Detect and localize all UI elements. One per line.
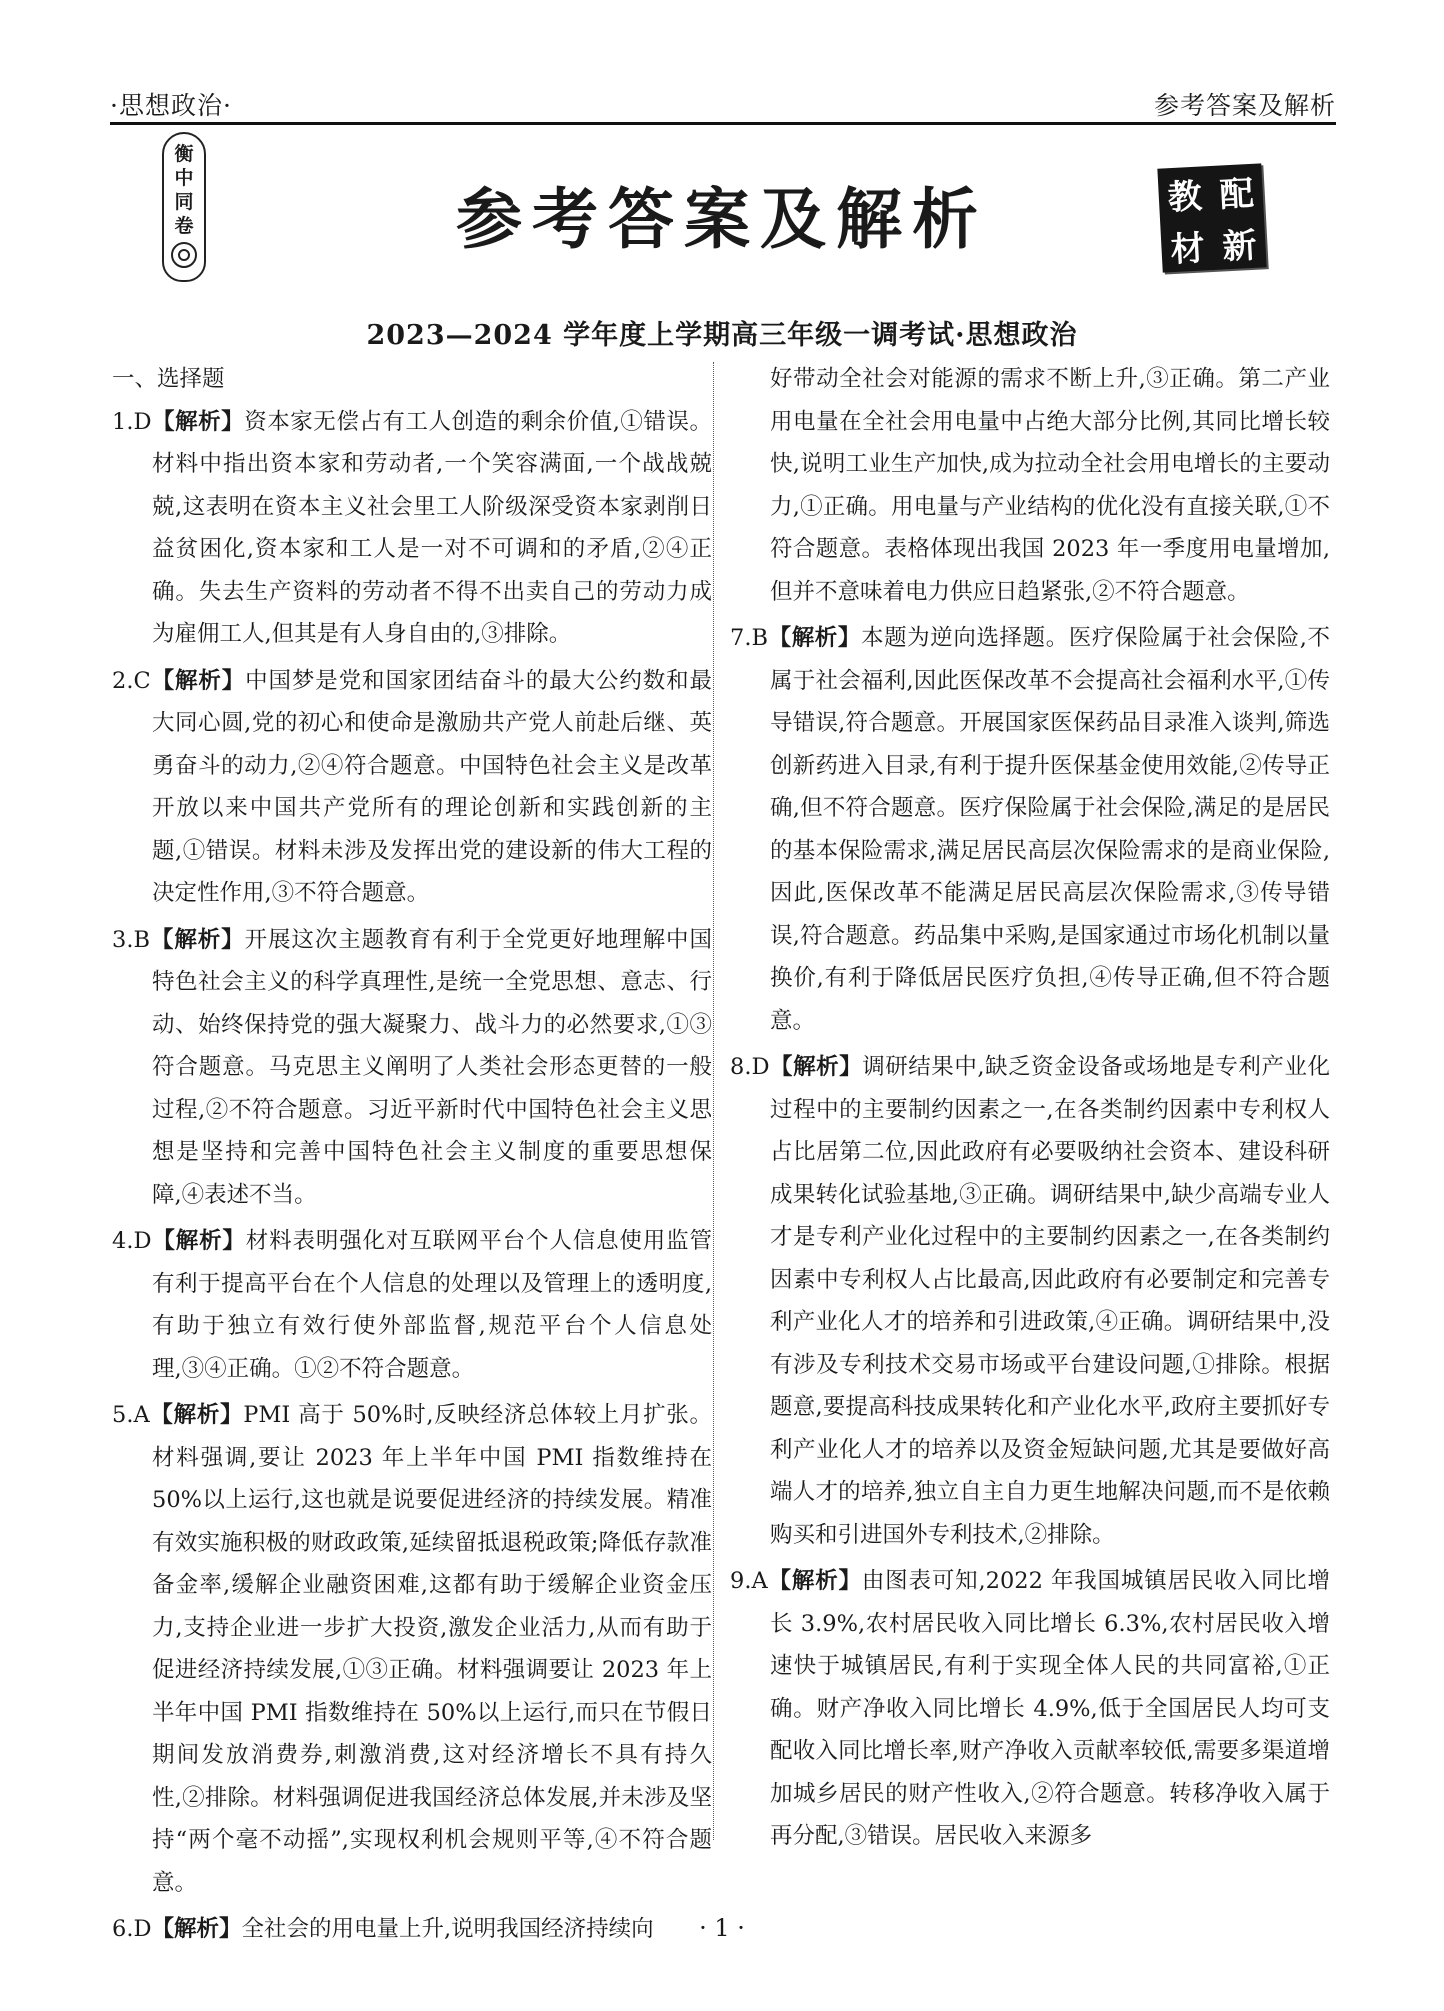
seal-char: 卷 [174,215,194,237]
section-heading: 一、选择题 [112,366,225,392]
analysis-tag: 【解析】 [150,926,245,953]
header-subject: ·思想政治· [110,91,232,120]
item-number: 7.B [730,625,769,651]
right-column [730,358,1330,1862]
analysis-tag: 【解析】 [150,667,246,694]
item-number: 4.D [112,1228,152,1254]
item-text: 中国梦是党和国家团结奋斗的最大公约数和最大同心圆,党的初心和使命是激励共产党人前赴后继、英勇奋斗的动力,②④符合题意。中国特色社会主义是改革开放以来中国共产党所有的理论创新和实践创新的主题,①错误。材料未涉及发挥出党的建设新的伟大工程的决定性作用,③不符合题意。 [152,667,712,906]
item-text: 资本家无偿占有工人创造的剩余价值,①错误。材料中指出资本家和劳动者,一个笑容满面,一个战战兢兢,这表明在资本主义社会里工人阶级深受资本家剥削日益贫困化,资本家和工人是一对不可调和的矛盾,②④正确。失去生产资料的劳动者不得不出卖自己的劳动力成为雇佣工人,但其是有人身自由的,③排除。 [152,408,712,647]
item-text: 调研结果中,缺乏资金设备或场地是专利产业化过程中的主要制约因素之一,在各类制约因素中专利权人占比居第二位,因此政府有必要吸纳社会资本、建设科研成果转化试验基地,③正确。调研结果中,缺少高端专业人才是专利产业化过程中的主要制约因素之一,在各类制约因素中专利权人占比最高,因此政府有必要制定和完善专利产业化人才的培养和引进政策,④正确。调研结果中,没有涉及专利技术交易市场或平台建设问题,①排除。根据题意,要提高科技成果转化和产业化水平,政府主要抓好专利产业化人才的培养以及资金短缺问题,尤其是要做好高端人才的培养,独立自主自力更生地解决问题,而不是依赖购买和引进国外专利技术,②排除。 [770,1054,1330,1548]
seal-char: 同 [174,191,194,213]
answer-item-7 [730,617,1330,1042]
page-number: · 1 · [699,1914,745,1942]
item-number: 6.D [112,1916,152,1942]
answer-item-2 [112,660,712,915]
item-text: 开展这次主题教育有利于全党更好地理解中国特色社会主义的科学真理性,是统一全党思想、意志、行动、始终保持党的强大凝聚力、战斗力的必然要求,①③符合题意。马克思主义阐明了人类社会形态更替的一般过程,②不符合题意。习近平新时代中国特色社会主义思想是坚持和完善中国特色社会主义制度的重要思想保障,④表述不当。 [152,926,712,1208]
answer-item-6-continued: 好带动全社会对能源的需求不断上升,③正确。第二产业用电量在全社会用电量中占绝大部分比例,其同比增长较快,说明工业生产加快,成为拉动全社会用电增长的主要动力,①正确。用电量与产业结构的优化没有直接关联,①不符合题意。表格体现出我国 2023 年一季度用电量增加,但并不意味着电力供应日趋紧张,②不符合题意。 [770,366,1330,605]
analysis-tag: 【解析】 [768,625,861,651]
stamp-char: 配 [1218,173,1255,216]
seal-char: 中 [174,167,194,189]
answer-item-8 [730,1046,1330,1556]
left-column [112,358,712,1955]
stamp-char: 新 [1221,225,1258,267]
banner-title: 参考答案及解析 [456,181,988,258]
item-number: 2.C [112,667,151,694]
item-text: PMI 高于 50%时,反映经济总体较上月扩张。材料强调,要让 2023 年上半年中国 PMI 指数维持在 50%以上运行,这也就是说要促进经济的持续发展。精准有效实施积极的财政政策,延续留抵退税政策;降低存款准备金率,缓解企业融资困难,这都有助于缓解企业资金压力,支持企业进一步扩大投资,激发企业活力,从而有助于促进经济持续发展,①③正确。材料强调要让 2023 年上半年中国 PMI 指数维持在 50%以上运行,而只在节假日期间发放消费券,刺激消费,这对经济增长不具有持久性,②排除。材料强调促进我国经济总体发展,并未涉及坚持“两个毫不动摇”,实现权利机会规则平等,④不符合题意。 [152,1402,712,1896]
analysis-tag: 【解析】 [151,1228,246,1254]
analysis-tag: 【解析】 [151,408,245,435]
analysis-tag: 【解析】 [767,1568,862,1594]
seal-char: 衡 [174,143,194,165]
item-text: 本题为逆向选择题。医疗保险属于社会保险,不属于社会福利,因此医保改革不会提高社会福利水平,①传导错误,符合题意。开展国家医保药品目录准入谈判,筛选创新药进入目录,有利于提升医保基金使用效能,②传导正确,但不符合题意。医疗保险属于社会保险,满足的是居民的基本保险需求,满足居民高层次保险需求的是商业保险,因此,医保改革不能满足居民高层次保险需求,③传导错误,符合题意。药品集中采购,是国家通过市场化机制以量换价,有利于降低居民医疗负担,④传导正确,但不符合题意。 [770,625,1330,1034]
item-text: 全社会的用电量上升,说明我国经济持续向 [241,1916,654,1942]
item-number: 9.A [730,1568,768,1594]
item-text: 由图表可知,2022 年我国城镇居民收入同比增长 3.9%,农村居民收入同比增长 6.3%,农村居民收入增速快于城镇居民,有利于实现全体人民的共同富裕,①正确。财产净收入同比增长 4.9%,低于全国居民人均可支配收入同比增长率,财产净收入贡献率较低,需要多渠道增加城乡居民的财产性收入,②符合题意。转移净收入属于再分配,③错误。居民收入来源多 [770,1568,1330,1849]
item-number: 8.D [730,1054,770,1080]
item-text: 材料表明强化对互联网平台个人信息使用监管有利于提高平台在个人信息的处理以及管理上的透明度,有助于独立有效行使外部监督,规范平台个人信息处理,③④正确。①②不符合题意。 [152,1228,712,1382]
stamp-char: 材 [1169,227,1206,270]
answer-item-4 [112,1220,712,1390]
exam-title: 2023—2024 学年度上学期高三年级一调考试·思想政治 [366,320,1078,351]
answer-item-5 [112,1394,712,1904]
item-number: 1.D [112,408,152,435]
header-section: 参考答案及解析 [1153,91,1336,120]
column-divider [713,362,714,1840]
stamp-char: 教 [1166,176,1203,218]
answer-item-9 [730,1560,1330,1858]
running-head [110,82,1336,125]
answer-item-3 [112,919,712,1217]
stamp-logo [1157,163,1266,272]
analysis-tag: 【解析】 [151,1916,242,1942]
item-number: 5.A [112,1402,150,1428]
answer-item-1 [112,401,712,656]
analysis-tag: 【解析】 [149,1402,244,1428]
item-number: 3.B [112,926,151,953]
analysis-tag: 【解析】 [769,1054,863,1080]
